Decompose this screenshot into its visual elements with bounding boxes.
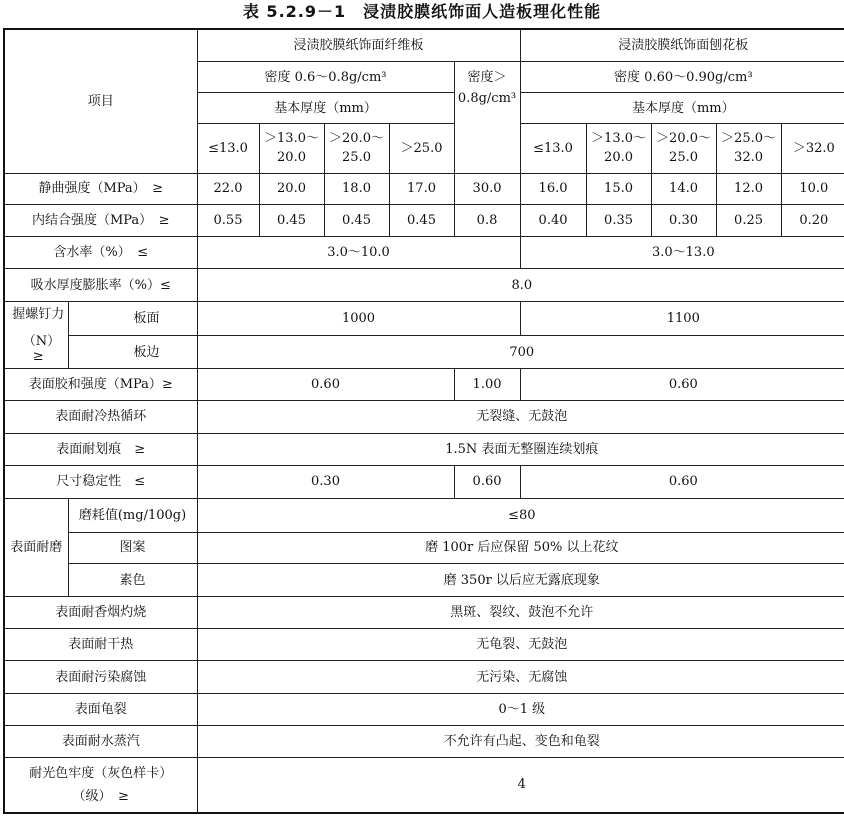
row-label-dimensional: 尺寸稳定性 ≤ [4, 465, 197, 498]
table-row [4, 661, 844, 694]
value-cell: 不允许有凸起、变色和龟裂 [197, 725, 844, 757]
properties-table [3, 28, 844, 814]
row-label-screw [4, 302, 68, 369]
value-cell: 8.0 [197, 269, 844, 302]
row-label-lightfast [4, 757, 197, 813]
table-row [4, 465, 844, 498]
high-density-label-2: 0.8g/cm³ [457, 91, 517, 107]
row-label-swelling: 吸水厚度膨胀率（%）≤ [4, 269, 197, 302]
value-cell: 0.20 [781, 205, 844, 237]
lightfast-label-2: （级） ≥ [72, 788, 129, 804]
table-row [4, 725, 844, 757]
sub-label-edge: 板边 [68, 336, 197, 369]
row-label-thermal-cycle: 表面耐冷热循环 [4, 400, 197, 433]
fiber-range-cell: ＞13.0～ 20.0 [259, 124, 324, 173]
value-cell: 0.30 [197, 465, 454, 498]
row-label-stain: 表面耐污染腐蚀 [4, 661, 197, 694]
value-cell: 20.0 [259, 173, 324, 205]
value-cell: 0.40 [520, 205, 586, 237]
value-cell: 17.0 [389, 173, 454, 205]
table-row [4, 302, 844, 336]
table-row [4, 336, 844, 369]
value-cell: 磨 100r 后应保留 50% 以上花纹 [197, 532, 844, 564]
value-cell: 1.5N 表面无整圈连续划痕 [197, 433, 844, 465]
item-header: 项目 [4, 29, 197, 173]
value-cell: 16.0 [520, 173, 586, 205]
table-row [4, 269, 844, 302]
particleboard-thickness-header: 基本厚度（mm） [520, 93, 844, 124]
row-label-scratch: 表面耐划痕 ≥ [4, 433, 197, 465]
table-row [4, 368, 844, 400]
sub-label-wear-loss: 磨耗值(mg/100g) [68, 498, 197, 532]
value-cell: 0～1 级 [197, 694, 844, 726]
particle-range-cell: ＞25.0～ 32.0 [716, 124, 781, 173]
value-cell: 3.0～10.0 [197, 237, 520, 269]
value-cell: 3.0～13.0 [520, 237, 844, 269]
lightfast-label-1: 耐光色牢度（灰色样卡） [29, 765, 173, 781]
row-label-cigarette: 表面耐香烟灼烧 [4, 597, 197, 629]
particle-range-cell: ≤13.0 [520, 124, 586, 173]
value-cell: 10.0 [781, 173, 844, 205]
table-row [4, 498, 844, 532]
value-cell: 0.45 [389, 205, 454, 237]
fiber-range-cell: ≤13.0 [197, 124, 259, 173]
row-label-crack: 表面龟裂 [4, 694, 197, 726]
particle-range-cell: ＞32.0 [781, 124, 844, 173]
value-cell: 0.45 [324, 205, 389, 237]
value-cell: 4 [197, 757, 844, 813]
particle-range-cell: ＞20.0～ 25.0 [651, 124, 716, 173]
table-row [4, 433, 844, 465]
row-label-dry-heat: 表面耐干热 [4, 629, 197, 661]
value-cell: 无污染、无腐蚀 [197, 661, 844, 694]
table-row [4, 237, 844, 269]
value-cell: 0.25 [716, 205, 781, 237]
row-label-bending: 静曲强度（MPa） ≥ [4, 173, 197, 205]
fiber-range-cell: ＞20.0～ 25.0 [324, 124, 389, 173]
value-cell: 18.0 [324, 173, 389, 205]
value-cell: 0.60 [520, 465, 844, 498]
sub-label-face: 板面 [68, 302, 197, 336]
value-cell: 无龟裂、无鼓泡 [197, 629, 844, 661]
header-row-1 [4, 29, 844, 62]
screw-label-1: 握螺钉力 [12, 306, 65, 322]
row-label-internal-bond: 内结合强度（MPa） ≥ [4, 205, 197, 237]
fiberboard-high-density-header [454, 62, 520, 173]
table-row [4, 532, 844, 564]
value-cell: 0.60 [520, 368, 844, 400]
particleboard-group-header: 浸渍胶膜纸饰面刨花板 [520, 29, 844, 62]
value-cell: 14.0 [651, 173, 716, 205]
high-density-label-1: 密度＞ [467, 70, 507, 86]
value-cell: 22.0 [197, 173, 259, 205]
table-row [4, 694, 844, 726]
table-row [4, 757, 844, 813]
value-cell: 磨 350r 以后应无露底现象 [197, 564, 844, 597]
particleboard-density-header: 密度 0.60～0.90g/cm³ [520, 62, 844, 93]
value-cell: 1.00 [454, 368, 520, 400]
value-cell: 1000 [197, 302, 520, 336]
table-row [4, 173, 844, 205]
value-cell: 0.60 [197, 368, 454, 400]
sub-label-pattern: 图案 [68, 532, 197, 564]
table-row [4, 400, 844, 433]
value-cell: 0.8 [454, 205, 520, 237]
row-label-moisture: 含水率（%） ≤ [4, 237, 197, 269]
fiberboard-group-header: 浸渍胶膜纸饰面纤维板 [197, 29, 520, 62]
fiberboard-thickness-header: 基本厚度（mm） [197, 93, 454, 124]
value-cell: 0.30 [651, 205, 716, 237]
value-cell: ≤80 [197, 498, 844, 532]
table-row [4, 629, 844, 661]
table-row [4, 597, 844, 629]
fiber-range-cell: ＞25.0 [389, 124, 454, 173]
value-cell: 黑斑、裂纹、鼓泡不允许 [197, 597, 844, 629]
fiberboard-density-header: 密度 0.6～0.8g/cm³ [197, 62, 454, 93]
value-cell: 无裂缝、无鼓泡 [197, 400, 844, 433]
value-cell: 0.55 [197, 205, 259, 237]
value-cell: 15.0 [586, 173, 651, 205]
value-cell: 1100 [520, 302, 844, 336]
value-cell: 0.60 [454, 465, 520, 498]
row-label-steam: 表面耐水蒸汽 [4, 725, 197, 757]
sub-label-plain: 素色 [68, 564, 197, 597]
row-label-wear: 表面耐磨 [4, 498, 68, 597]
value-cell: 30.0 [454, 173, 520, 205]
value-cell: 0.45 [259, 205, 324, 237]
particle-range-cell: ＞13.0～ 20.0 [586, 124, 651, 173]
table-title: 表 5.2.9－1 浸渍胶膜纸饰面人造板理化性能 [242, 2, 602, 21]
value-cell: 12.0 [716, 173, 781, 205]
table-row [4, 564, 844, 597]
screw-label-2: （N） ≥ [22, 333, 67, 364]
table-row [4, 205, 844, 237]
row-label-surface-bond: 表面胶和强度（MPa）≥ [4, 368, 197, 400]
value-cell: 700 [197, 336, 844, 369]
value-cell: 0.35 [586, 205, 651, 237]
